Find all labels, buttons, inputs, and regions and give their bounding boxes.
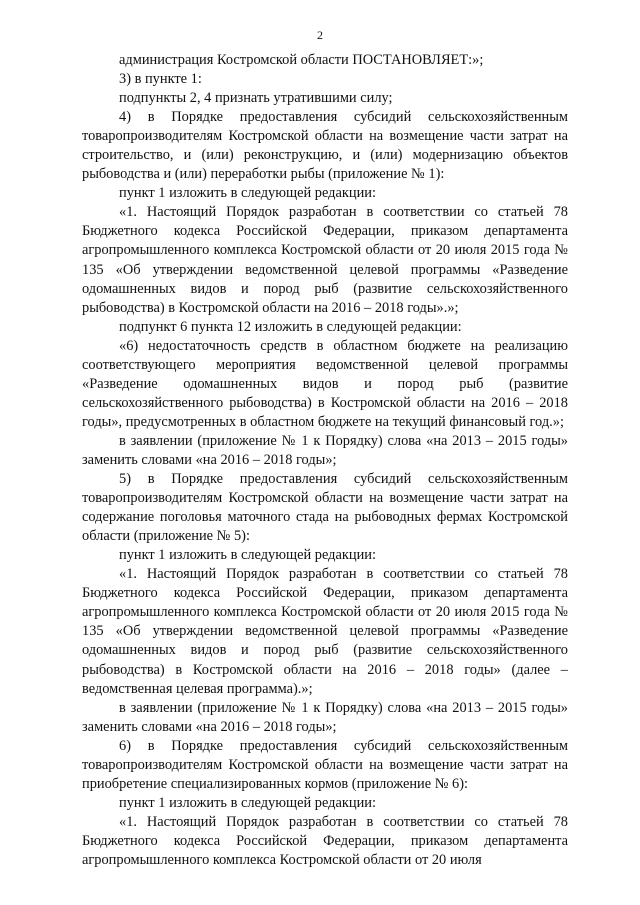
paragraph-13: в заявлении (приложение № 1 к Порядку) слова «на 2013 – 2015 годы» заменить словами «на 2016 – 2018 годы»; [82, 699, 568, 735]
paragraph-8: «6) недостаточность средств в областном бюджете на реализацию соответствующего мероприятия ведомственной целевой программы «Разведение одомашненных видов и пород рыб (развитие сельскохозяйственного рыбоводства) в Костромской области на 2016 – 2018 годы», предусмотренных в областном бюджете на текущий финансовый год.»; [82, 337, 568, 430]
paragraph-15: пункт 1 изложить в следующей редакции: [119, 794, 376, 811]
page-number: 2 [317, 28, 323, 42]
paragraph-5: пункт 1 изложить в следующей редакции: [119, 185, 376, 202]
paragraph-2: 3) в пункте 1: [119, 71, 202, 88]
paragraph-14: 6) в Порядке предоставления субсидий сельскохозяйственным товаропроизводителям Костромской области на возмещение части затрат на приобретение специализированных кормов (приложение № 6): [82, 737, 568, 792]
paragraph-12: «1. Настоящий Порядок разработан в соответствии со статьей 78 Бюджетного кодекса Российской Федерации, приказом департамента агропромышленного комплекса Костромской области от 20 июля 2015 года № 135 «Об утверждении ведомственной целевой программы «Разведение одомашненных видов и пород рыб (развитие сельскохозяйственного рыбоводства) в Костромской области на 2016 – 2018 годы» (далее – ведомственная целевая программа).»; [82, 566, 568, 697]
document-body [82, 51, 568, 870]
paragraph-1: администрация Костромской области ПОСТАНОВЛЯЕТ:»; [119, 52, 484, 68]
paragraph-3: подпункты 2, 4 признать утратившими силу; [119, 90, 393, 107]
paragraph-7: подпункт 6 пункта 12 изложить в следующей редакции: [119, 318, 462, 335]
paragraph-4: 4) в Порядке предоставления субсидий сельскохозяйственным товаропроизводителям Костромской области на возмещение части затрат на строительство, и (или) реконструкцию, и (или) модернизацию объектов рыбоводства и (или) переработки рыбы (приложение № 1): [82, 109, 568, 183]
paragraph-16: «1. Настоящий Порядок разработан в соответствии со статьей 78 Бюджетного кодекса Российской Федерации, приказом департамента агропромышленного комплекса Костромской области от 20 июля [82, 813, 568, 868]
paragraph-9: в заявлении (приложение № 1 к Порядку) слова «на 2013 – 2015 годы» заменить словами «на 2016 – 2018 годы»; [82, 432, 568, 468]
paragraph-11: пункт 1 изложить в следующей редакции: [119, 547, 376, 564]
paragraph-6: «1. Настоящий Порядок разработан в соответствии со статьей 78 Бюджетного кодекса Российской Федерации, приказом департамента агропромышленного комплекса Костромской области от 20 июля 2015 года № 135 «Об утверждении ведомственной целевой программы «Разведение одомашненных видов и пород рыб (развитие сельскохозяйственного рыбоводства) в Костромской области на 2016 – 2018 годы».»; [82, 204, 568, 316]
paragraph-10: 5) в Порядке предоставления субсидий сельскохозяйственным товаропроизводителям Костромской области на возмещение части затрат на содержание поголовья маточного стада на рыбоводных фермах Костромской области (приложение № 5): [82, 471, 568, 545]
